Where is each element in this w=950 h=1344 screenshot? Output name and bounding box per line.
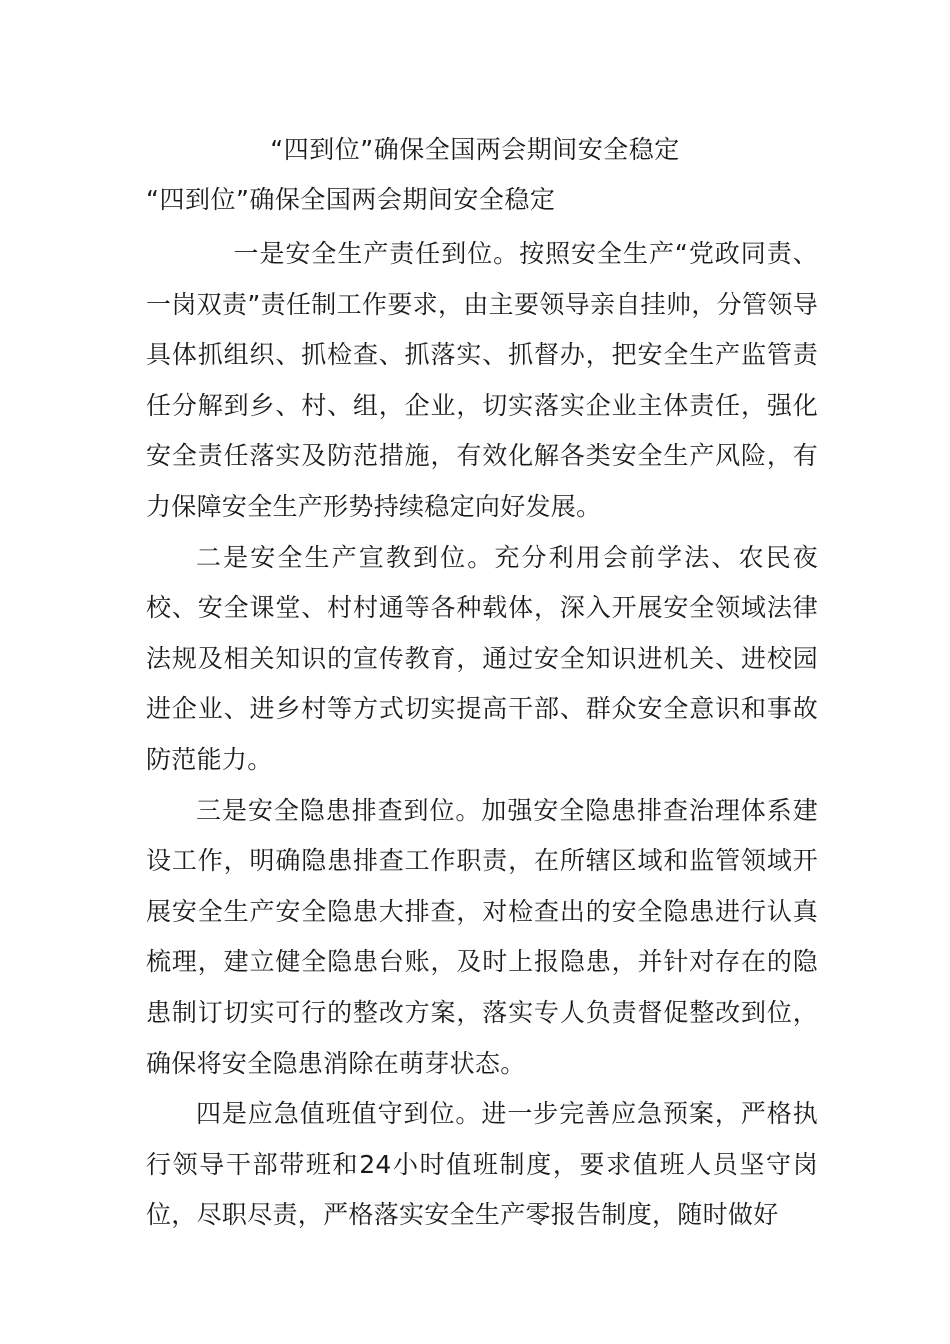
paragraph-emergency-duty: 四是应急值班值守到位。进一步完善应急预案，严格执行领导干部带班和24小时值班制度，要求值班人员坚守岗位，尽职尽责，严格落实安全生产零报告制度，随时做好 [146,1099,818,1230]
document-body [146,229,818,1241]
document-subtitle: “四到位”确保全国两会期间安全稳定 [146,185,556,214]
paragraph-responsibility: 一是安全生产责任到位。按照安全生产“党政同责、一岗双责”责任制工作要求，由主要领导亲自挂帅，分管领导具体抓组织、抓检查、抓落实、抓督办，把安全生产监管责任分解到乡、村、组，企业，切实落实企业主体责任，强化安全责任落实及防范措施，有效化解各类安全生产风险，有力保障安全生产形势持续稳定向好发展。 [146,239,818,521]
paragraph-education: 二是安全生产宣教到位。充分利用会前学法、农民夜校、安全课堂、村村通等各种载体，深入开展安全领域法律法规及相关知识的宣传教育，通过安全知识进机关、进校园进企业、进乡村等方式切实提高干部、群众安全意识和事故防范能力。 [146,542,818,774]
paragraph-hazard-inspection: 三是安全隐患排查到位。加强安全隐患排查治理体系建设工作，明确隐患排查工作职责，在所辖区域和监管领域开展安全生产安全隐患大排查，对检查出的安全隐患进行认真梳理，建立健全隐患台账，及时上报隐患，并针对存在的隐患制订切实可行的整改方案，落实专人负责督促整改到位，确保将安全隐患消除在萌芽状态。 [146,795,818,1078]
document-title: “四到位”确保全国两会期间安全稳定 [270,135,680,164]
